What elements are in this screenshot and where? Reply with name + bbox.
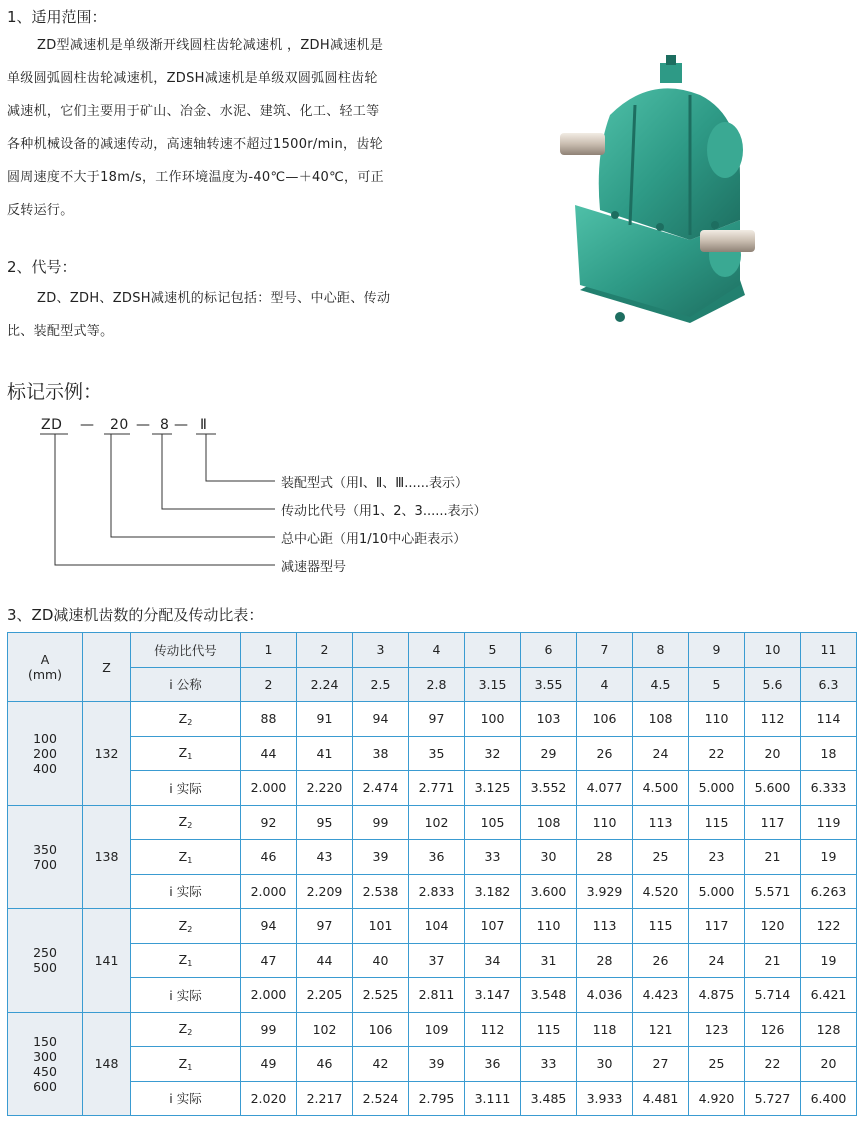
cell-z1: 46 — [241, 840, 297, 875]
cell-z1: 32 — [465, 736, 521, 771]
group-a-value: 700 — [33, 856, 57, 872]
section1-line-1: ZD型减速机是单级渐开线圆柱齿轮减速机 ，ZDH减速机是 — [37, 38, 384, 53]
cell-z2: 117 — [689, 909, 745, 944]
row-label-text: i 实际 — [169, 780, 202, 796]
cell-z2: 121 — [633, 1012, 689, 1047]
code-cell: 2 — [297, 633, 353, 668]
cell-i-actual: 2.205 — [297, 978, 353, 1013]
nominal-cell: 4 — [577, 667, 633, 702]
cell-z2: 115 — [689, 805, 745, 840]
cell-z2: 112 — [745, 702, 801, 737]
cell-z1: 46 — [297, 1047, 353, 1082]
marking-title: 标记示例： — [7, 381, 103, 403]
nominal-cell: 2 — [241, 667, 297, 702]
cell-z1: 19 — [801, 840, 857, 875]
cell-z2: 110 — [577, 805, 633, 840]
cell-i-actual: 4.036 — [577, 978, 633, 1013]
row-label-text: Z — [178, 710, 188, 726]
row-label-z2 — [131, 805, 241, 840]
cell-z2: 115 — [521, 1012, 577, 1047]
cell-z2: 97 — [297, 909, 353, 944]
cell-z2: 114 — [801, 702, 857, 737]
cell-z2: 117 — [745, 805, 801, 840]
cell-z2: 102 — [409, 805, 465, 840]
group-a-values — [8, 909, 83, 1013]
cell-i-actual: 4.920 — [689, 1081, 745, 1116]
cell-z1: 44 — [241, 736, 297, 771]
cell-z1: 24 — [633, 736, 689, 771]
row-label-text: Z — [178, 848, 188, 864]
cell-i-actual: 3.600 — [521, 874, 577, 909]
cell-z1: 20 — [745, 736, 801, 771]
group-a-value: 600 — [33, 1078, 57, 1094]
cell-z1: 41 — [297, 736, 353, 771]
cell-z1: 20 — [801, 1047, 857, 1082]
cell-z2: 94 — [353, 702, 409, 737]
cell-z2: 99 — [353, 805, 409, 840]
table-row — [8, 1081, 857, 1116]
cell-z1: 28 — [577, 840, 633, 875]
cell-z1: 39 — [409, 1047, 465, 1082]
cell-i-actual: 2.811 — [409, 978, 465, 1013]
cell-z2: 108 — [521, 805, 577, 840]
cell-z2: 94 — [241, 909, 297, 944]
group-a-value: 250 — [33, 945, 57, 961]
row-label-text: Z — [178, 1021, 188, 1037]
cell-z1: 44 — [297, 943, 353, 978]
cell-i-actual: 3.929 — [577, 874, 633, 909]
cell-i-actual: 6.263 — [801, 874, 857, 909]
code-dash-2: — — [136, 417, 151, 433]
legend-assembly: 装配型式（用Ⅰ、Ⅱ、Ⅲ......表示） — [281, 476, 468, 491]
row-label-subscript: 2 — [187, 821, 193, 831]
cell-z2: 92 — [241, 805, 297, 840]
row-label-subscript: 2 — [187, 924, 193, 934]
cell-z2: 119 — [801, 805, 857, 840]
row-label-i-actual — [131, 1081, 241, 1116]
cell-i-actual: 3.125 — [465, 771, 521, 806]
section1-line-2: 单级圆弧圆柱齿轮减速机，ZDSH减速机是单级双圆弧圆柱齿轮 — [7, 71, 378, 86]
cell-i-actual: 3.485 — [521, 1081, 577, 1116]
cell-z1: 40 — [353, 943, 409, 978]
cell-z2: 97 — [409, 702, 465, 737]
cell-z2: 108 — [633, 702, 689, 737]
cell-i-actual: 2.833 — [409, 874, 465, 909]
cell-z1: 39 — [353, 840, 409, 875]
cell-z2: 113 — [577, 909, 633, 944]
row-label-i-actual — [131, 978, 241, 1013]
cell-z1: 18 — [801, 736, 857, 771]
code-assembly: Ⅱ — [200, 417, 208, 433]
cell-z2: 106 — [353, 1012, 409, 1047]
row-label-text: Z — [178, 952, 188, 968]
nominal-cell: 5 — [689, 667, 745, 702]
cell-z1: 26 — [577, 736, 633, 771]
code-dash-1: — — [80, 417, 95, 433]
code-cell: 8 — [633, 633, 689, 668]
group-a-value: 300 — [33, 1048, 57, 1064]
cell-z2: 103 — [521, 702, 577, 737]
row-label-z1 — [131, 1047, 241, 1082]
cell-z1: 24 — [689, 943, 745, 978]
cell-z2: 107 — [465, 909, 521, 944]
cell-i-actual: 6.333 — [801, 771, 857, 806]
table-row — [8, 771, 857, 806]
cell-z2: 113 — [633, 805, 689, 840]
cell-i-actual: 2.217 — [297, 1081, 353, 1116]
header-a-unit: (mm) — [27, 667, 63, 682]
section2-line-2: 比、装配型式等。 — [7, 324, 114, 339]
cell-z1: 29 — [521, 736, 577, 771]
cell-z2: 106 — [577, 702, 633, 737]
cell-z2: 120 — [745, 909, 801, 944]
row-label-z1 — [131, 840, 241, 875]
table-row — [8, 736, 857, 771]
group-a-value: 100 — [33, 730, 57, 746]
group-a-value: 350 — [33, 841, 57, 857]
cell-i-actual: 2.209 — [297, 874, 353, 909]
cell-z2: 100 — [465, 702, 521, 737]
code-cell: 11 — [801, 633, 857, 668]
table-row — [8, 805, 857, 840]
table-header-row-codes — [8, 633, 857, 668]
cell-z1: 47 — [241, 943, 297, 978]
cell-i-actual: 4.875 — [689, 978, 745, 1013]
cell-z2: 104 — [409, 909, 465, 944]
group-a-values — [8, 1012, 83, 1116]
cell-z1: 30 — [577, 1047, 633, 1082]
cell-i-actual: 3.182 — [465, 874, 521, 909]
cell-z2: 110 — [689, 702, 745, 737]
cell-i-actual: 5.714 — [745, 978, 801, 1013]
table-row — [8, 1012, 857, 1047]
row-label-subscript: 1 — [187, 959, 193, 969]
cell-i-actual: 5.600 — [745, 771, 801, 806]
row-label-text: Z — [178, 745, 188, 761]
legend-center-distance: 总中心距（用1/10中心距表示） — [281, 532, 467, 547]
row-label-z1 — [131, 736, 241, 771]
cell-z2: 101 — [353, 909, 409, 944]
group-z-value: 141 — [83, 909, 131, 1013]
cell-i-actual: 4.481 — [633, 1081, 689, 1116]
row-label-text: i 实际 — [169, 987, 202, 1003]
group-z-value: 148 — [83, 1012, 131, 1116]
cell-z2: 112 — [465, 1012, 521, 1047]
cell-i-actual: 2.020 — [241, 1081, 297, 1116]
row-label-text: Z — [178, 814, 188, 830]
cell-z1: 22 — [745, 1047, 801, 1082]
nominal-cell: 5.6 — [745, 667, 801, 702]
cell-z1: 33 — [465, 840, 521, 875]
row-label-subscript: 2 — [187, 717, 193, 727]
cell-z1: 33 — [521, 1047, 577, 1082]
cell-i-actual: 6.400 — [801, 1081, 857, 1116]
cell-i-actual: 6.421 — [801, 978, 857, 1013]
nominal-cell: 2.8 — [409, 667, 465, 702]
cell-z2: 105 — [465, 805, 521, 840]
cell-z1: 38 — [353, 736, 409, 771]
code-center-distance: 20 — [110, 417, 129, 433]
cell-z2: 118 — [577, 1012, 633, 1047]
cell-i-actual: 2.524 — [353, 1081, 409, 1116]
code-cell: 9 — [689, 633, 745, 668]
cell-i-actual: 2.538 — [353, 874, 409, 909]
cell-z2: 110 — [521, 909, 577, 944]
cell-z1: 34 — [465, 943, 521, 978]
cell-z1: 19 — [801, 943, 857, 978]
group-a-value: 400 — [33, 760, 57, 776]
group-a-value: 500 — [33, 960, 57, 976]
header-z: Z — [83, 633, 131, 702]
cell-z1: 26 — [633, 943, 689, 978]
cell-i-actual: 4.500 — [633, 771, 689, 806]
table-row — [8, 702, 857, 737]
legend-ratio-code: 传动比代号（用1、2、3......表示） — [281, 504, 487, 519]
cell-i-actual: 4.423 — [633, 978, 689, 1013]
cell-i-actual: 2.525 — [353, 978, 409, 1013]
group-a-value: 150 — [33, 1033, 57, 1049]
cell-z2: 102 — [297, 1012, 353, 1047]
nominal-cell: 4.5 — [633, 667, 689, 702]
row-label-subscript: 1 — [187, 855, 193, 865]
cell-z2: 122 — [801, 909, 857, 944]
cell-i-actual: 2.000 — [241, 874, 297, 909]
cell-z2: 109 — [409, 1012, 465, 1047]
cell-i-actual: 5.000 — [689, 771, 745, 806]
code-cell: 3 — [353, 633, 409, 668]
table-row — [8, 840, 857, 875]
group-a-values — [8, 805, 83, 909]
section3-title: 3、ZD减速机齿数的分配及传动比表： — [7, 606, 264, 624]
group-a-values — [8, 702, 83, 806]
table-header-row-nominal — [8, 667, 857, 702]
group-a-value: 450 — [33, 1063, 57, 1079]
code-cell: 1 — [241, 633, 297, 668]
group-a-value: 200 — [33, 745, 57, 761]
row-label-text: Z — [178, 1055, 188, 1071]
cell-z1: 49 — [241, 1047, 297, 1082]
row-label-text: i 实际 — [169, 884, 202, 900]
section1-line-3: 减速机，它们主要用于矿山、冶金、水泥、建筑、化工、轻工等 — [7, 104, 380, 119]
code-cell: 7 — [577, 633, 633, 668]
row-label-z2 — [131, 1012, 241, 1047]
cell-z1: 28 — [577, 943, 633, 978]
row-label-z1 — [131, 943, 241, 978]
cell-i-actual: 3.147 — [465, 978, 521, 1013]
nominal-cell: 3.55 — [521, 667, 577, 702]
cell-i-actual: 5.727 — [745, 1081, 801, 1116]
legend-model: 减速器型号 — [281, 560, 347, 575]
nominal-cell: 2.5 — [353, 667, 409, 702]
cell-i-actual: 2.795 — [409, 1081, 465, 1116]
table-row — [8, 909, 857, 944]
cell-z1: 36 — [409, 840, 465, 875]
code-cell: 10 — [745, 633, 801, 668]
gear-ratio-table — [7, 632, 857, 1116]
header-code-label: 传动比代号 — [131, 633, 241, 668]
cell-z1: 23 — [689, 840, 745, 875]
row-label-text: i 实际 — [169, 1091, 202, 1107]
section1-line-4: 各种机械设备的减速传动，高速轴转速不超过1500r/min，齿轮 — [7, 137, 383, 152]
cell-i-actual: 2.474 — [353, 771, 409, 806]
cell-i-actual: 2.771 — [409, 771, 465, 806]
header-a-label: A — [40, 652, 50, 667]
nominal-cell: 2.24 — [297, 667, 353, 702]
section2-title: 2、代号： — [7, 258, 77, 276]
cell-z1: 30 — [521, 840, 577, 875]
cell-z2: 95 — [297, 805, 353, 840]
row-label-subscript: 1 — [187, 1062, 193, 1072]
cell-z2: 91 — [297, 702, 353, 737]
cell-z1: 43 — [297, 840, 353, 875]
row-label-i-actual — [131, 874, 241, 909]
table-row — [8, 874, 857, 909]
cell-i-actual: 5.571 — [745, 874, 801, 909]
cell-z2: 115 — [633, 909, 689, 944]
code-model: ZD — [41, 417, 63, 433]
section1-title: 1、适用范围： — [7, 8, 107, 26]
section1-line-5: 圆周速度不大于18m/s，工作环境温度为-40℃—＋40℃，可正 — [7, 170, 384, 185]
cell-z1: 22 — [689, 736, 745, 771]
cell-i-actual: 3.933 — [577, 1081, 633, 1116]
cell-i-actual: 3.552 — [521, 771, 577, 806]
cell-i-actual: 3.548 — [521, 978, 577, 1013]
cell-i-actual: 4.077 — [577, 771, 633, 806]
code-dash-3: — — [174, 417, 189, 433]
cell-i-actual: 2.000 — [241, 771, 297, 806]
nominal-cell: 6.3 — [801, 667, 857, 702]
cell-z1: 31 — [521, 943, 577, 978]
row-label-z2 — [131, 909, 241, 944]
cell-i-actual: 4.520 — [633, 874, 689, 909]
section1-line-6: 反转运行。 — [7, 203, 74, 218]
row-label-text: Z — [178, 917, 188, 933]
cell-z1: 21 — [745, 840, 801, 875]
header-nominal-label: i 公称 — [131, 667, 241, 702]
table-row — [8, 943, 857, 978]
row-label-subscript: 1 — [187, 752, 193, 762]
table-row — [8, 1047, 857, 1082]
cell-i-actual: 3.111 — [465, 1081, 521, 1116]
cell-i-actual: 2.220 — [297, 771, 353, 806]
nominal-cell: 3.15 — [465, 667, 521, 702]
row-label-subscript: 2 — [187, 1028, 193, 1038]
cell-z2: 99 — [241, 1012, 297, 1047]
cell-z1: 25 — [633, 840, 689, 875]
cell-z1: 36 — [465, 1047, 521, 1082]
group-z-value: 132 — [83, 702, 131, 806]
cell-z1: 35 — [409, 736, 465, 771]
cell-z2: 88 — [241, 702, 297, 737]
header-a — [8, 633, 83, 702]
cell-z1: 37 — [409, 943, 465, 978]
section2-line-1: ZD、ZDH、ZDSH减速机的标记包括：型号、中心距、传动 — [37, 291, 391, 306]
code-ratio: 8 — [160, 417, 170, 433]
cell-z2: 123 — [689, 1012, 745, 1047]
code-cell: 6 — [521, 633, 577, 668]
table-row — [8, 978, 857, 1013]
cell-z2: 126 — [745, 1012, 801, 1047]
cell-i-actual: 5.000 — [689, 874, 745, 909]
cell-z1: 42 — [353, 1047, 409, 1082]
row-label-i-actual — [131, 771, 241, 806]
group-z-value: 138 — [83, 805, 131, 909]
cell-z1: 21 — [745, 943, 801, 978]
code-cell: 4 — [409, 633, 465, 668]
code-cell: 5 — [465, 633, 521, 668]
row-label-z2 — [131, 702, 241, 737]
cell-i-actual: 2.000 — [241, 978, 297, 1013]
cell-z1: 25 — [689, 1047, 745, 1082]
cell-z2: 128 — [801, 1012, 857, 1047]
cell-z1: 27 — [633, 1047, 689, 1082]
